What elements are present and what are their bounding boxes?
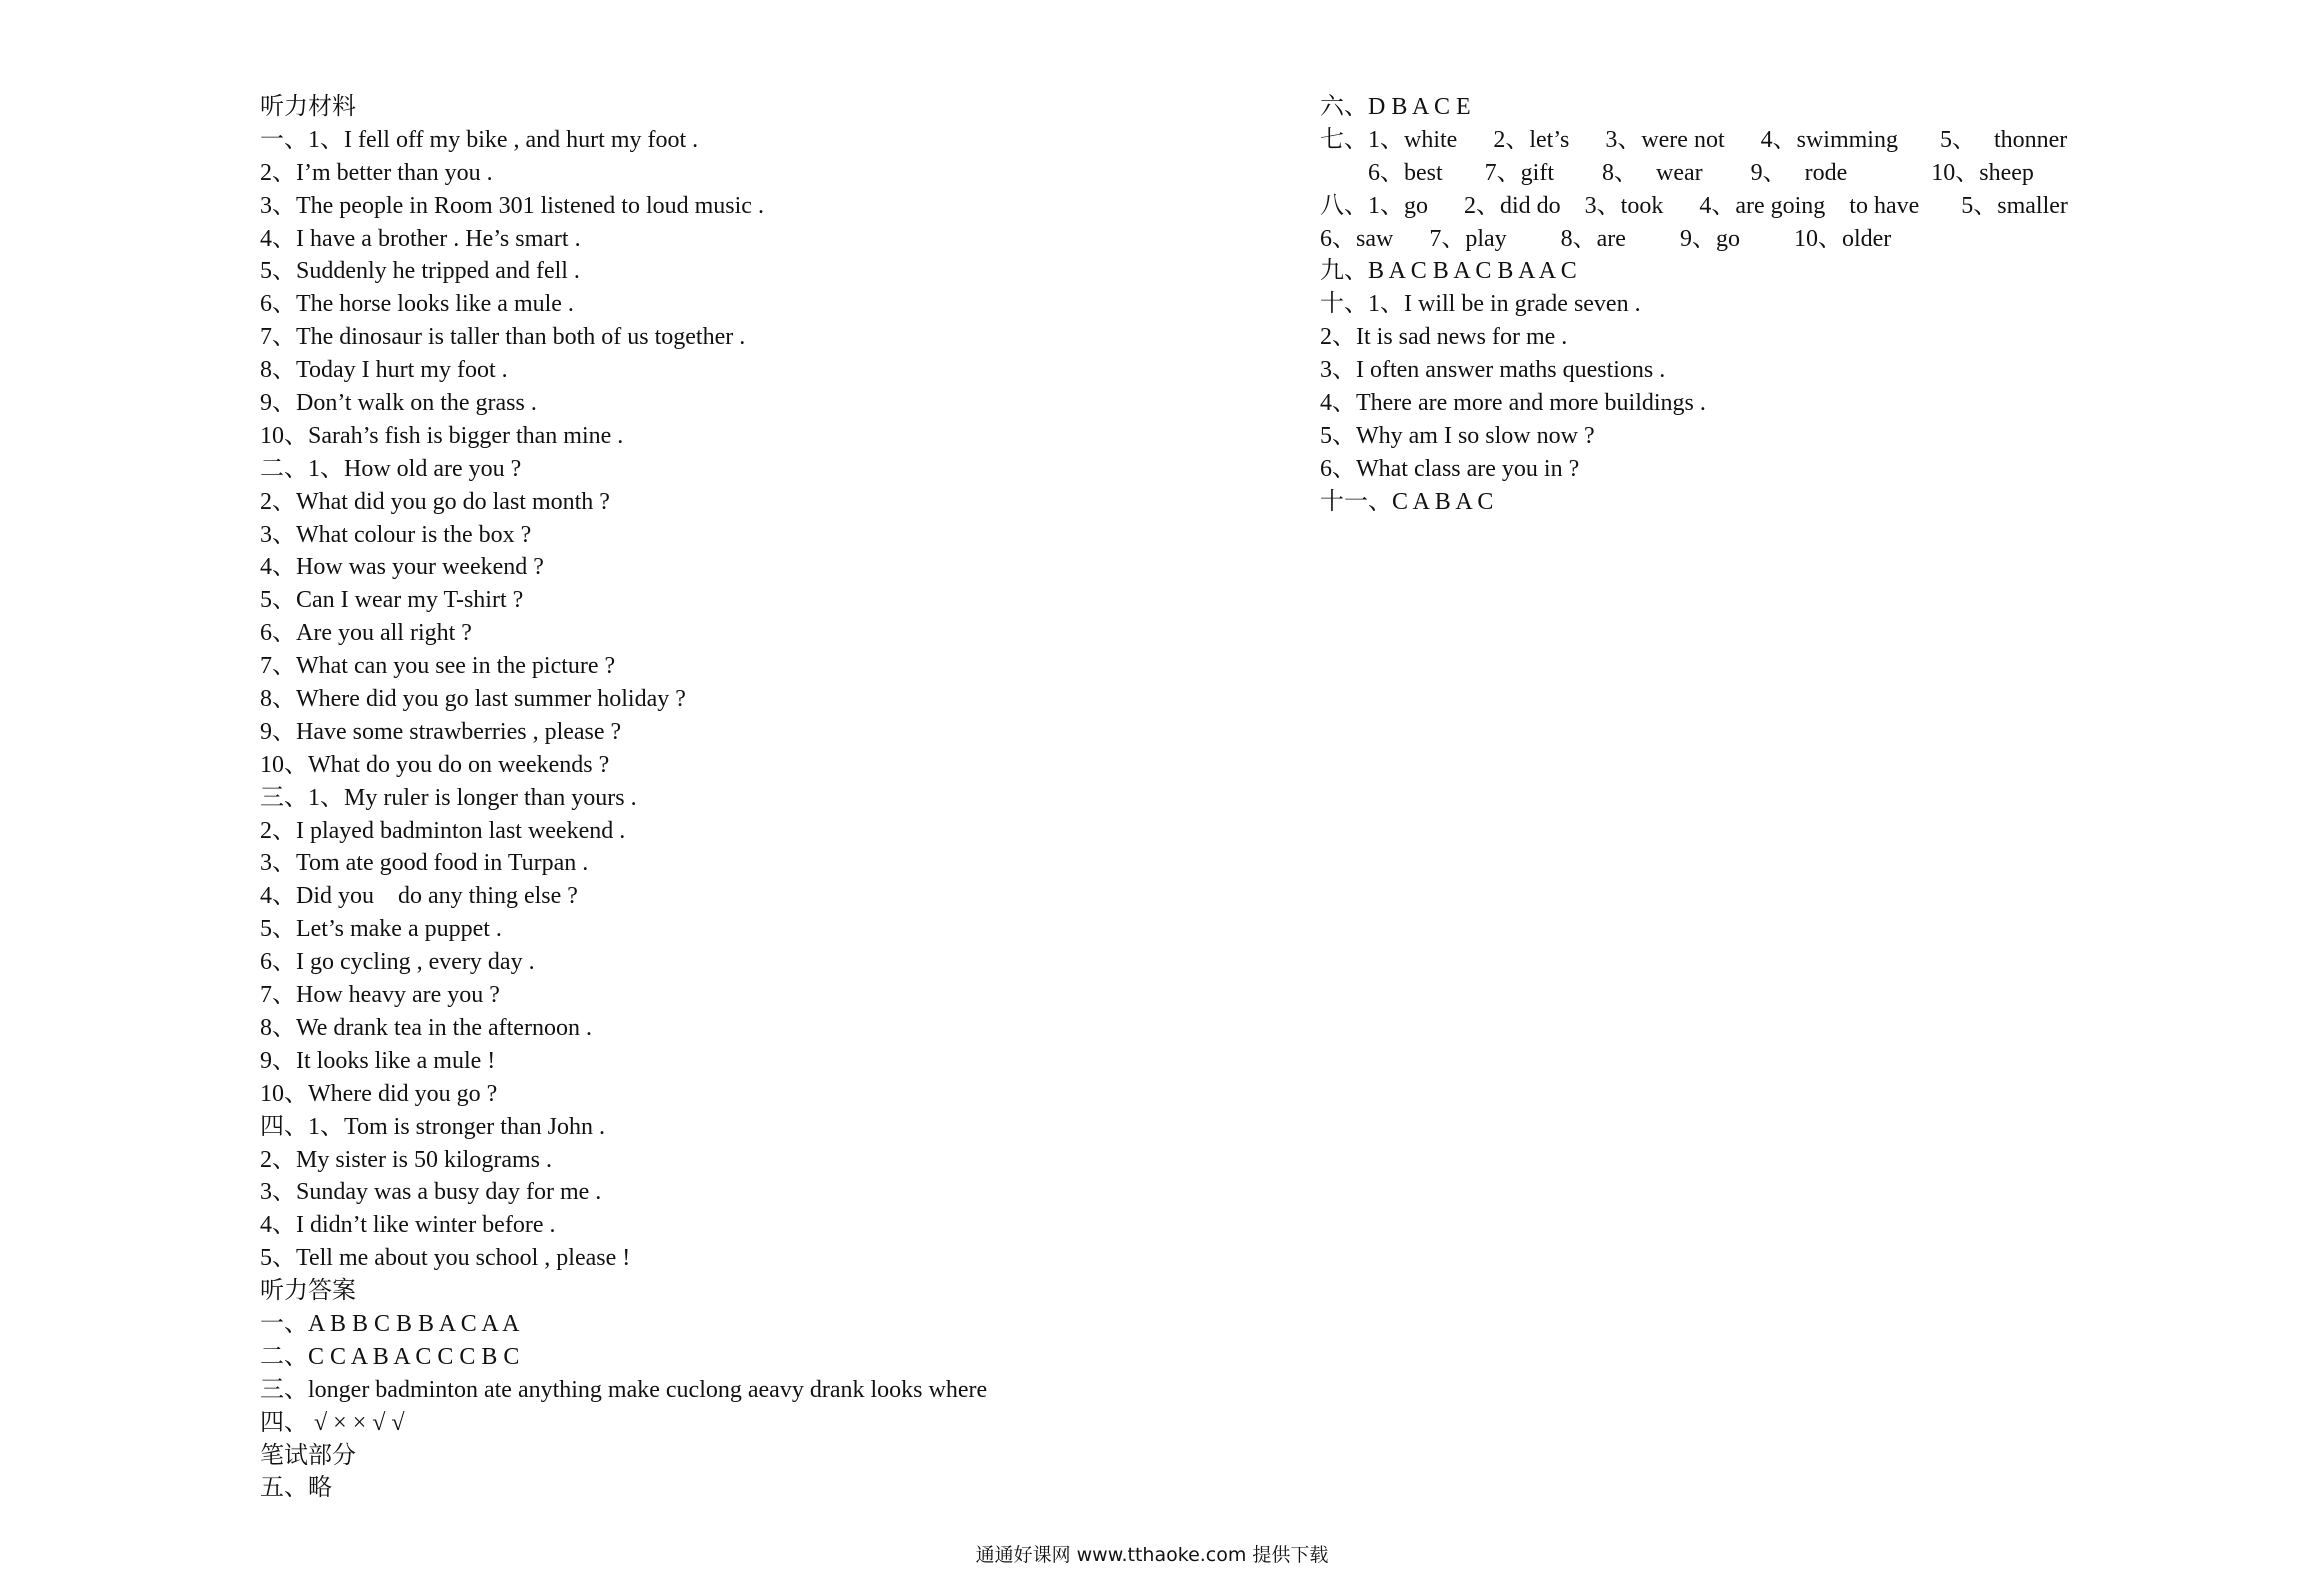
page-footer: 通通好课网 www.tthaoke.com 提供下载 <box>975 1544 1329 1566</box>
left-column-line: 8、Where did you go last summer holiday ? <box>260 686 686 713</box>
right-column-line: 2、It is sad news for me . <box>1320 324 1568 351</box>
right-column-line: 6、saw 7、play 8、are 9、go 10、older <box>1320 225 1892 252</box>
left-column-line: 10、Where did you go ? <box>260 1080 498 1107</box>
left-column-line: 4、Did you do any thing else ? <box>260 883 578 910</box>
left-column-line: 5、Tell me about you school , please ! <box>260 1245 631 1272</box>
left-column-line: 笔试部分 <box>260 1442 356 1469</box>
right-column-line: 6、What class are you in ? <box>1320 455 1580 482</box>
left-column-line: 9、Have some strawberries , please ? <box>260 718 622 745</box>
right-column-line: 十一、C A B A C <box>1320 488 1494 515</box>
left-column-line: 3、What colour is the box ? <box>260 521 532 548</box>
left-column-line: 7、The dinosaur is taller than both of us together . <box>260 324 746 351</box>
left-column-line: 2、I played badminton last weekend . <box>260 817 626 844</box>
left-column-line: 2、What did you go do last month ? <box>260 488 610 515</box>
left-column-line: 四、 √ × × √ √ <box>260 1409 405 1436</box>
right-column-line: 6、best 7、gift 8、 wear 9、 rode 10、sheep <box>1320 159 2034 186</box>
left-column-line: 2、My sister is 50 kilograms . <box>260 1146 552 1173</box>
left-column-line: 五、略 <box>260 1475 332 1502</box>
left-column-line: 5、Suddenly he tripped and fell . <box>260 258 580 285</box>
left-column-line: 5、Let’s make a puppet . <box>260 916 502 943</box>
left-column-line: 四、1、Tom is stronger than John . <box>260 1113 605 1140</box>
left-column-line: 三、longer badminton ate anything make cuclong aeavy drank looks where <box>260 1376 988 1403</box>
right-column-line: 十、1、I will be in grade seven . <box>1320 291 1641 318</box>
right-column-line: 七、1、white 2、let’s 3、were not 4、swimming 5、 thonner <box>1320 126 2068 153</box>
right-column-line: 5、Why am I so slow now ? <box>1320 422 1595 449</box>
left-column-line: 10、What do you do on weekends ? <box>260 751 610 778</box>
left-column-line: 听力答案 <box>260 1278 356 1305</box>
right-column-line: 4、There are more and more buildings . <box>1320 390 1706 417</box>
right-column-line: 八、1、go 2、did do 3、took 4、are going to have 5、smaller <box>1320 192 2068 219</box>
left-column-line: 6、The horse looks like a mule . <box>260 291 574 318</box>
left-column-line: 二、1、How old are you ? <box>260 455 522 482</box>
left-column <box>260 91 1260 1505</box>
left-column-line: 4、I didn’t like winter before . <box>260 1212 556 1239</box>
left-column-line: 6、Are you all right ? <box>260 620 472 647</box>
left-column-line: 2、I’m better than you . <box>260 159 493 186</box>
left-column-line: 三、1、My ruler is longer than yours . <box>260 784 637 811</box>
left-column-line: 9、It looks like a mule ! <box>260 1047 496 1074</box>
left-column-line: 8、Today I hurt my foot . <box>260 357 508 384</box>
left-column-line: 3、Tom ate good food in Turpan . <box>260 850 589 877</box>
left-column-line: 4、I have a brother . He’s smart . <box>260 225 581 252</box>
left-column-line: 7、What can you see in the picture ? <box>260 653 616 680</box>
left-column-line: 4、How was your weekend ? <box>260 554 544 581</box>
left-column-line: 9、Don’t walk on the grass . <box>260 390 537 417</box>
left-column-line: 3、The people in Room 301 listened to loud music . <box>260 192 764 219</box>
left-column-line: 7、How heavy are you ? <box>260 982 500 1009</box>
left-column-line: 10、Sarah’s fish is bigger than mine . <box>260 422 624 449</box>
left-column-line: 3、Sunday was a busy day for me . <box>260 1179 602 1206</box>
right-column-line: 3、I often answer maths questions . <box>1320 357 1666 384</box>
left-column-line: 5、Can I wear my T-shirt ? <box>260 587 524 614</box>
left-column-line: 一、1、I fell off my bike , and hurt my foot . <box>260 126 699 153</box>
right-column-line: 九、B A C B A C B A A C <box>1320 258 1577 285</box>
left-column-line: 6、I go cycling , every day . <box>260 949 535 976</box>
left-column-line: 二、C C A B A C C C B C <box>260 1343 520 1370</box>
right-column-line: 六、D B A C E <box>1320 94 1471 120</box>
left-column-line: 听力材料 <box>260 94 356 120</box>
left-column-line: 8、We drank tea in the afternoon . <box>260 1014 592 1041</box>
right-column <box>1320 91 2220 519</box>
left-column-line: 一、A B B C B B A C A A <box>260 1310 520 1337</box>
